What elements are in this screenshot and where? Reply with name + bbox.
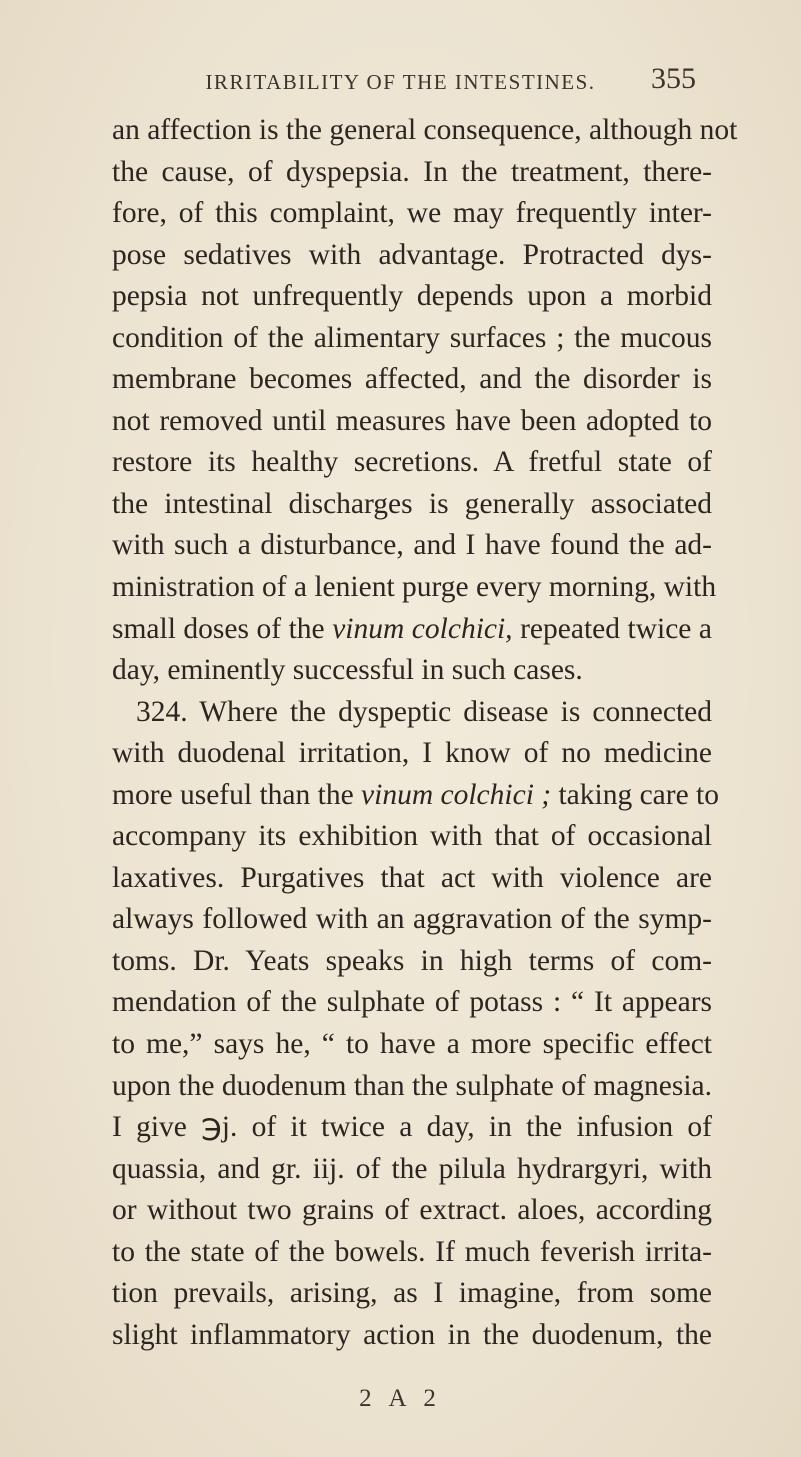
text-line: an affection is the general consequence, although not — [112, 114, 738, 146]
text-line: to the state of the bowels. If much feverish irrita- — [112, 1235, 712, 1268]
paragraph-end-line: day, eminently successful in such cases. — [112, 654, 583, 687]
text-line: slight inflammatory action in the duodenum, the — [112, 1318, 712, 1351]
text-line: with duodenal irritation, I know of no medicine — [112, 737, 712, 770]
text-line: I give ℈j. of it twice a day, in the infusion of — [112, 1111, 712, 1144]
text-line: not removed until measures have been adopted to — [112, 404, 712, 437]
text-line: fore, of this complaint, we may frequently inter- — [112, 197, 712, 230]
text-line: condition of the alimentary surfaces ; the mucous — [112, 321, 712, 354]
paragraph-start-line: 324. Where the dyspeptic disease is connected — [136, 695, 712, 728]
text-line: pepsia not unfrequently depends upon a morbid — [112, 280, 712, 313]
latin-term: vinum colchici ; — [361, 778, 552, 811]
text-line: membrane becomes affected, and the disorder is — [112, 363, 712, 396]
text-line: or without two grains of extract. aloes, according — [112, 1194, 712, 1227]
text-line: accompany its exhibition with that of occasional — [112, 820, 712, 853]
page-header — [0, 62, 801, 102]
signature-mark: 2 A 2 — [359, 1385, 442, 1412]
text-line: toms. Dr. Yeats speaks in high terms of com- — [112, 944, 712, 977]
text-line: restore its healthy secretions. A fretful state of — [112, 446, 712, 479]
body-text — [112, 110, 738, 1356]
text-line: mendation of the sulphate of potass : “ It appears — [112, 986, 712, 1019]
text-line: always followed with an aggravation of the symp- — [112, 903, 712, 936]
text-line: the intestinal discharges is generally associated — [112, 487, 712, 520]
text-line: pose sedatives with advantage. Protracted dys- — [112, 238, 712, 271]
text-line: ministration of a lenient purge every morning, with — [112, 571, 717, 604]
text-line: to me,” says he, “ to have a more specific effect — [112, 1028, 712, 1061]
text-line: with such a disturbance, and I have found the ad- — [112, 529, 712, 562]
page-number: 355 — [651, 62, 696, 95]
text-line: quassia, and gr. iij. of the pilula hydrargyri, with — [112, 1152, 712, 1185]
text-line: tion prevails, arising, as I imagine, from some — [112, 1277, 712, 1310]
text-line: laxatives. Purgatives that act with violence are — [112, 861, 712, 894]
text-line: the cause, of dyspepsia. In the treatment, there- — [112, 155, 712, 188]
latin-term: vinum colchici, — [332, 612, 513, 645]
text-line: more useful than the vinum colchici ; taking care to — [112, 778, 720, 811]
text-line: small doses of the vinum colchici, repeated twice a — [112, 612, 713, 645]
running-head: IRRITABILITY OF THE INTESTINES. — [205, 70, 596, 94]
text-line: upon the duodenum than the sulphate of magnesia. — [112, 1069, 712, 1102]
